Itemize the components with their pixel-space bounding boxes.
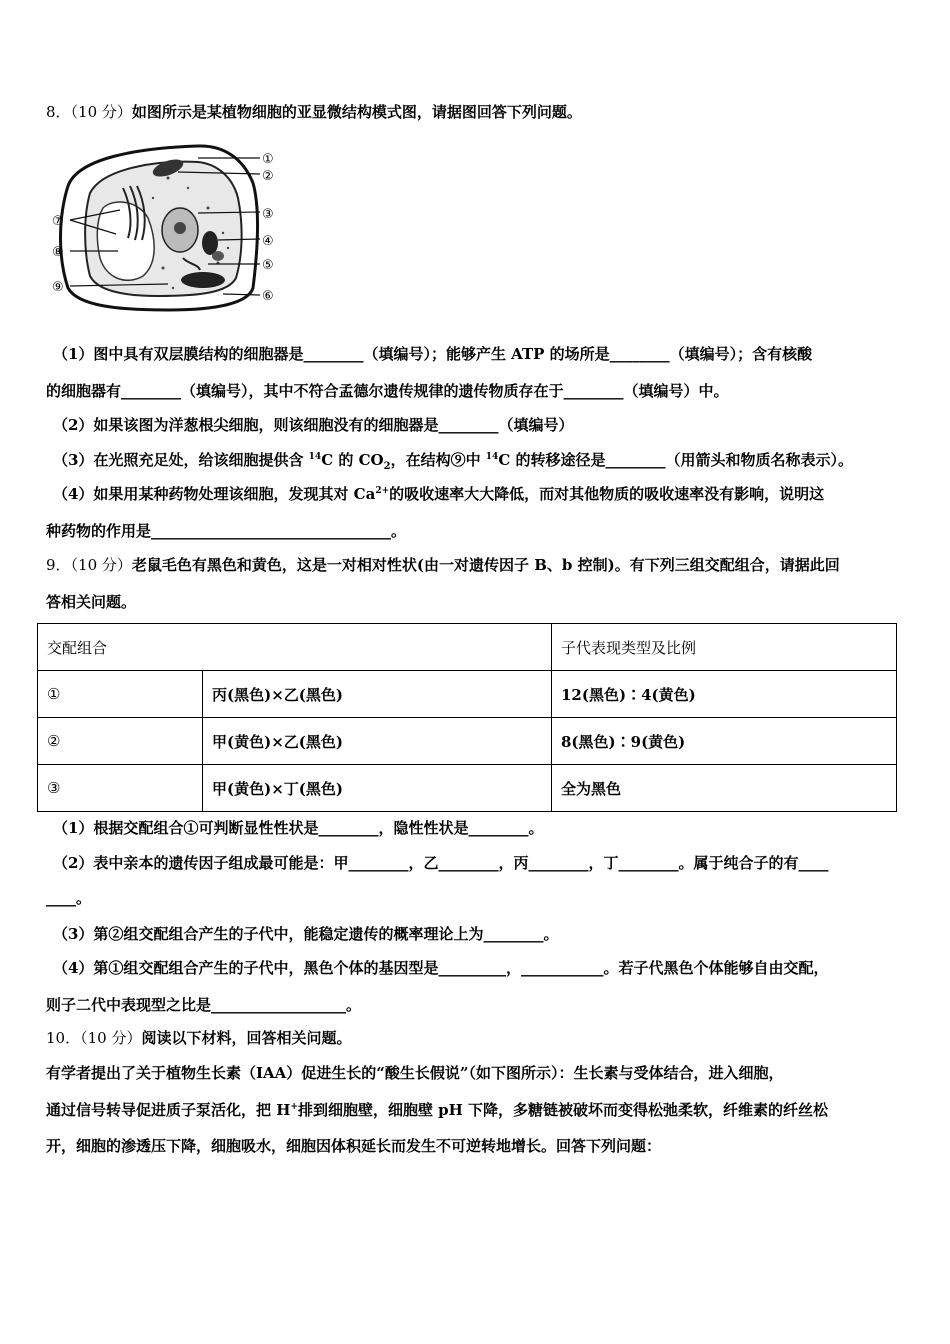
- cell-result: 12(黑色)∶4(黄色): [552, 671, 897, 718]
- q8-part1-b: 的细胞器有________（填编号），其中不符合孟德尔遗传规律的遗传物质存在于________（填编号）中。: [46, 382, 729, 400]
- q9-part2-a: （2）表中亲本的遗传因子组成最可能是：甲________，乙________，丙________，丁________。属于纯合子的有____: [53, 854, 829, 872]
- q8-part3-mid2: ，在结构⑨中: [390, 451, 486, 469]
- q8-heading: [46, 102, 582, 122]
- q8-part1-a: （1）图中具有双层膜结构的细胞器是________（填编号）；能够产生 ATP 的场所是________（填编号）；含有核酸: [53, 345, 813, 363]
- label-6: ⑥: [262, 289, 274, 304]
- q8-number: 8．: [46, 103, 71, 121]
- q8-part3-mid1: C 的 CO: [321, 451, 384, 469]
- q9-part2-b: ____。: [46, 889, 92, 907]
- q8-part4-b: 种药物的作用是________________________________。: [46, 522, 407, 540]
- q10-para-b: [46, 1100, 828, 1120]
- q8-part3: [53, 450, 853, 470]
- q10-number: 10．: [46, 1029, 81, 1047]
- table-row: [38, 718, 897, 765]
- q10-heading: [46, 1028, 351, 1048]
- table-row: [38, 765, 897, 812]
- q8-part4: [53, 484, 824, 504]
- plant-cell-svg: [48, 138, 288, 314]
- q8-score: （10 分）: [70, 103, 132, 121]
- cross-table: [37, 623, 897, 812]
- cell-group: ②: [38, 718, 203, 765]
- label-5: ⑤: [262, 258, 274, 273]
- q8-part3-sup1: 14: [308, 452, 322, 462]
- q9-stem-a: 老鼠毛色有黑色和黄色，这是一对相对性状(由一对遗传因子 B、b 控制)。有下列三组交配组合，请据此回: [131, 556, 840, 574]
- q10-score: （10 分）: [80, 1029, 142, 1047]
- cell-parents: 丙(黑色)×乙(黑色): [203, 671, 552, 718]
- label-3: ③: [262, 207, 274, 222]
- q10-para-b-post: 排到细胞壁，细胞壁 pH 下降，多糖链被破坏而变得松弛柔软，纤维素的纤丝松: [297, 1101, 829, 1119]
- label-9: ⑨: [52, 280, 64, 295]
- label-2: ②: [262, 169, 274, 184]
- q8-part2: （2）如果该图为洋葱根尖细胞，则该细胞没有的细胞器是________（填编号）: [53, 416, 574, 434]
- header-offspring: 子代表现类型及比例: [552, 624, 897, 671]
- table-header-row: [38, 624, 897, 671]
- q9-part1: （1）根据交配组合①可判断显性性状是________，隐性性状是________。: [53, 819, 544, 837]
- label-8: ⑧: [52, 245, 64, 260]
- q9-part4-b: 则子二代中表现型之比是__________________。: [46, 996, 362, 1014]
- cell-result: 8(黑色)∶9(黄色): [552, 718, 897, 765]
- q9-score: （10 分）: [70, 556, 132, 574]
- cell-group: ③: [38, 765, 203, 812]
- q9-part4-a: （4）第①组交配组合产生的子代中，黑色个体的基因型是_________，___________。若子代黑色个体能够自由交配，: [53, 959, 829, 977]
- q10-para-a: 有学者提出了关于植物生长素（IAA）促进生长的“酸生长假说”（如下图所示）：生长素与受体结合，进入细胞，: [46, 1064, 784, 1082]
- cell-parents: 甲(黄色)×丁(黑色): [203, 765, 552, 812]
- cell-result: 全为黑色: [552, 765, 897, 812]
- q9-stem-b: 答相关问题。: [46, 593, 137, 611]
- q8-part4-post: 的吸收速率大大降低，而对其他物质的吸收速率没有影响，说明这: [389, 485, 825, 503]
- q8-part4-sup: 2+: [375, 486, 390, 496]
- q9-heading: [46, 555, 840, 575]
- q8-part3-sub: 2: [383, 461, 391, 472]
- cell-parents: 甲(黄色)×乙(黑色): [203, 718, 552, 765]
- label-1: ①: [262, 152, 274, 167]
- q8-part3-post: C 的转移途径是________（用箭头和物质名称表示）。: [498, 451, 853, 469]
- q8-stem: 如图所示是某植物细胞的亚显微结构模式图，请据图回答下列问题。: [131, 103, 582, 121]
- plant-cell-diagram: [48, 138, 288, 314]
- label-4: ④: [262, 234, 274, 249]
- table-row: [38, 671, 897, 718]
- q9-number: 9．: [46, 556, 71, 574]
- q10-para-b-sup: +: [290, 1102, 298, 1112]
- q10-para-b-pre: 通过信号转导促进质子泵活化，把 H: [46, 1101, 291, 1119]
- cell-group: ①: [38, 671, 203, 718]
- q8-part3-pre: （3）在光照充足处，给该细胞提供含: [53, 451, 309, 469]
- q10-para-c: 开，细胞的渗透压下降，细胞吸水，细胞因体积延长而发生不可逆转地增长。回答下列问题：: [46, 1137, 662, 1155]
- label-7: ⑦: [52, 214, 64, 229]
- q8-part3-sup2: 14: [485, 452, 499, 462]
- header-cross: 交配组合: [38, 624, 552, 671]
- q8-part4-pre: （4）如果用某种药物处理该细胞，发现其对 Ca: [53, 485, 376, 503]
- q9-part3: （3）第②组交配组合产生的子代中，能稳定遗传的概率理论上为________。: [53, 925, 559, 943]
- q10-stem: 阅读以下材料，回答相关问题。: [141, 1029, 352, 1047]
